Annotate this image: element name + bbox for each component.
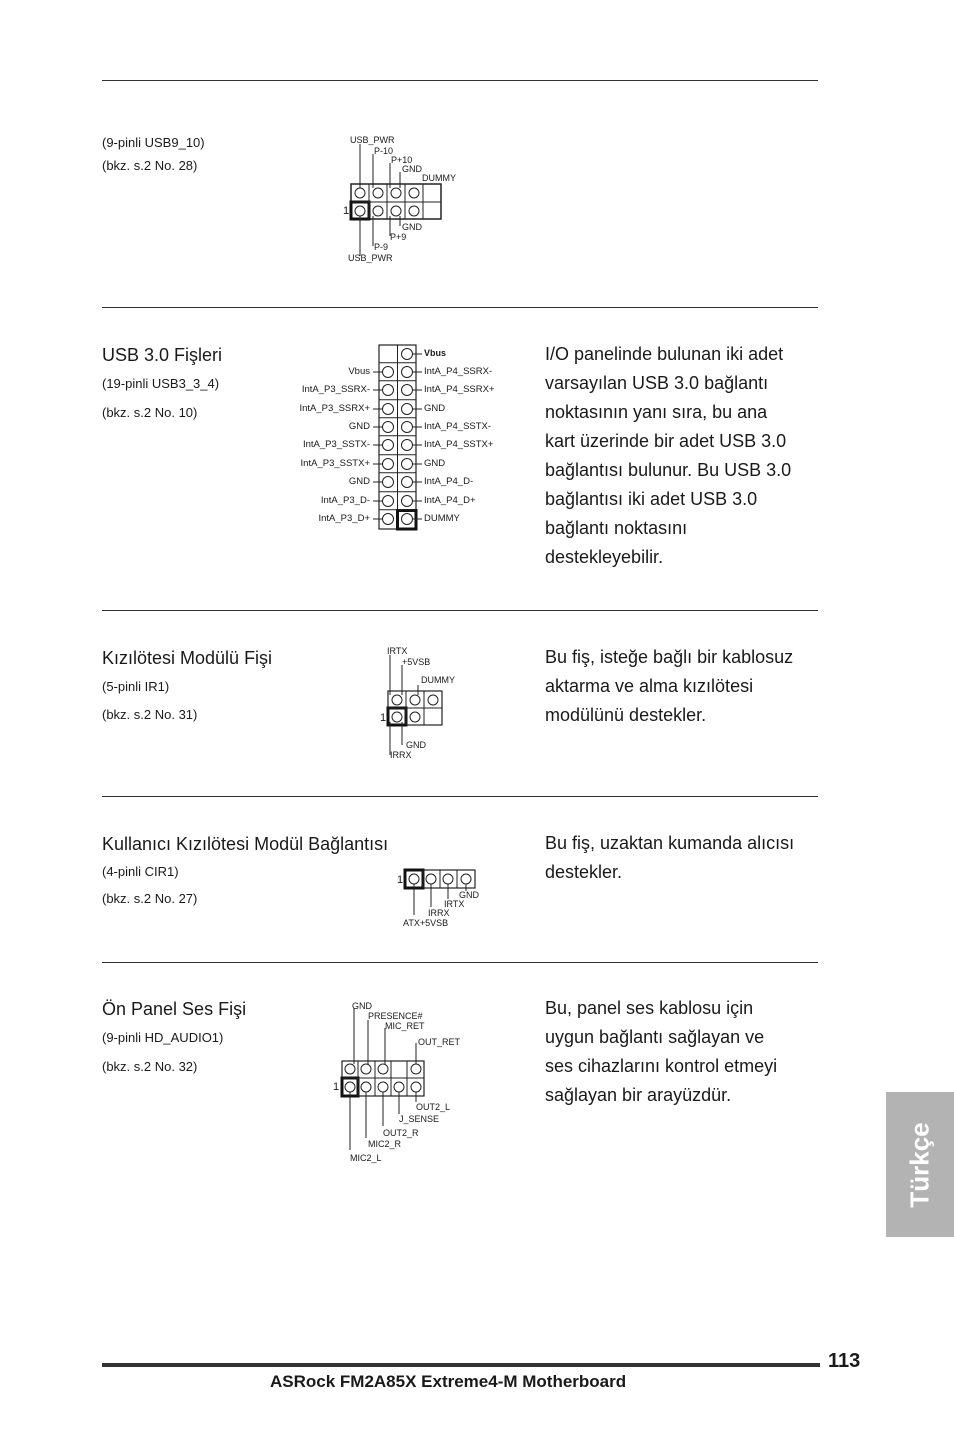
pin (383, 367, 394, 378)
pin (402, 422, 413, 433)
desc-line: aktarma ve alma kızılötesi (545, 676, 754, 696)
ir-pinout-diagram (378, 645, 478, 765)
desc-line: varsayılan USB 3.0 bağlantı (545, 373, 769, 393)
pin-label: DUMMY (424, 513, 460, 524)
cir-page-ref: (bkz. s.2 No. 27) (102, 891, 198, 906)
pin-label: IntA_P4_SSRX+ (424, 384, 495, 395)
pin-label: OUT2_L (416, 1102, 451, 1112)
pin-label: P+9 (390, 232, 407, 242)
usb3-page-ref: (bkz. s.2 No. 10) (102, 405, 198, 420)
pin-label: P-10 (374, 146, 394, 156)
section-divider (102, 80, 818, 81)
audio-pinout-diagram (330, 998, 480, 1168)
pin-label: +5VSB (402, 657, 431, 667)
pin-label: IntA_P3_D+ (318, 513, 370, 524)
pin-label: IntA_P3_SSRX+ (299, 403, 370, 414)
pin-label: GND (348, 421, 370, 432)
pin-label: IRRX (390, 750, 412, 760)
pin-label: IntA_P3_SSTX+ (300, 458, 370, 469)
pin (402, 440, 413, 451)
desc-line: destekler. (545, 862, 623, 882)
pin (383, 440, 394, 451)
pin-label: MIC2_L (350, 1153, 382, 1163)
pin-label: USB_PWR (350, 135, 395, 145)
pin-label: P-9 (374, 242, 389, 252)
pin (402, 349, 413, 360)
ir-description (545, 643, 820, 730)
pin1-marker: 1 (397, 874, 404, 886)
ir-title: Kızılötesi Modülü Fişi (102, 648, 273, 668)
desc-line: sağlayan bir arayüzdür. (545, 1085, 732, 1105)
pin (383, 477, 394, 488)
pin-label: IntA_P4_SSRX- (424, 366, 493, 377)
pin (402, 367, 413, 378)
pin-label: IntA_P3_SSRX- (301, 384, 370, 395)
pin-label: USB_PWR (348, 253, 393, 263)
usb3-pin-count: (19-pinli USB3_3_4) (102, 376, 220, 391)
pin-label: GND (406, 740, 426, 750)
usb3-pinout-diagram (270, 342, 530, 532)
pin (383, 422, 394, 433)
pin-label: DUMMY (422, 173, 456, 183)
section-divider (102, 610, 818, 611)
ir-page-ref: (bkz. s.2 No. 31) (102, 707, 198, 722)
desc-line: bağlantısı iki adet USB 3.0 (545, 489, 758, 509)
pin (383, 385, 394, 396)
section-divider (102, 307, 818, 308)
pin-label: OUT2_R (383, 1128, 419, 1138)
footer-title: ASRock FM2A85X Extreme4-M Motherboard (270, 1372, 627, 1391)
desc-line: uygun bağlantı sağlayan ve (545, 1027, 765, 1047)
audio-page-ref: (bkz. s.2 No. 32) (102, 1059, 198, 1074)
audio-pin-count: (9-pinli HD_AUDIO1) (102, 1030, 224, 1045)
pin-label: IRRX (428, 908, 450, 918)
pin-label: GND (459, 890, 479, 900)
usb9-pin-count: (9-pinli USB9_10) (102, 135, 205, 150)
pin (402, 496, 413, 507)
pin1-marker: 1 (333, 1081, 340, 1093)
pin-label: Vbus (348, 366, 370, 377)
pin-label: IntA_P4_D- (424, 476, 474, 487)
cir-pinout-diagram (395, 865, 495, 930)
usb9-pinout-diagram (340, 132, 480, 267)
pin-label: ATX+5VSB (403, 918, 449, 928)
pin-label: IntA_P3_SSTX- (302, 439, 370, 450)
pin-label: GND (352, 1001, 372, 1011)
pin (383, 514, 394, 525)
pin-label: MIC2_R (368, 1139, 402, 1149)
desc-line: Bu, panel ses kablosu için (545, 998, 754, 1018)
pin-label: Vbus (424, 348, 447, 358)
cir-pin-count: (4-pinli CIR1) (102, 864, 179, 879)
pin-label: IntA_P4_SSTX+ (424, 439, 494, 450)
pin-label: IntA_P3_D- (320, 495, 370, 506)
pin-label: P+10 (391, 155, 413, 165)
pin1-marker: 1 (343, 205, 350, 217)
pin-label: GND (348, 476, 370, 487)
cir-description (545, 829, 820, 887)
pin-label: GND (402, 222, 422, 232)
language-label: Türkçe (904, 1121, 935, 1208)
pin (402, 459, 413, 470)
pin-label: IRTX (444, 899, 465, 909)
audio-title: Ön Panel Ses Fişi (102, 999, 247, 1019)
pin-label: PRESENCE# (368, 1011, 423, 1021)
pin (402, 404, 413, 415)
pin-label: OUT_RET (418, 1037, 461, 1047)
pin-label: GND (424, 458, 446, 469)
page-number: 113 (828, 1350, 861, 1372)
desc-line: Bu fiş, uzaktan kumanda alıcısı (545, 833, 795, 853)
pin-label: IntA_P4_D+ (424, 495, 476, 506)
pin-label: J_SENSE (399, 1114, 440, 1124)
desc-line: I/O panelinde bulunan iki adet (545, 344, 784, 364)
desc-line: bağlantısı bulunur. Bu USB 3.0 (545, 460, 792, 480)
pin1-marker: 1 (380, 712, 387, 724)
language-side-tab (886, 1092, 954, 1237)
desc-line: noktasının yanı sıra, bu ana (545, 402, 768, 422)
desc-line: bağlantı noktasını (545, 518, 688, 538)
desc-line: modülünü destekler. (545, 705, 707, 725)
section-divider (102, 796, 818, 797)
cir-title: Kullanıcı Kızılötesi Modül Bağlantısı (102, 834, 389, 854)
pin (402, 514, 413, 525)
pin-label: GND (424, 403, 446, 414)
desc-line: destekleyebilir. (545, 547, 664, 567)
usb9-page-ref: (bkz. s.2 No. 28) (102, 158, 198, 173)
audio-description (545, 994, 820, 1110)
desc-line: ses cihazlarını kontrol etmeyi (545, 1056, 778, 1076)
pin-label: DUMMY (421, 675, 455, 685)
desc-line: Bu fiş, isteğe bağlı bir kablosuz (545, 647, 794, 667)
footer-rule (102, 1363, 820, 1367)
pin (402, 477, 413, 488)
pin-label: IRTX (387, 646, 408, 656)
pin-label: GND (402, 164, 422, 174)
pin (383, 496, 394, 507)
section-divider (102, 962, 818, 963)
pin-label: IntA_P4_SSTX- (424, 421, 492, 432)
pin (402, 385, 413, 396)
desc-line: kart üzerinde bir adet USB 3.0 (545, 431, 787, 451)
ir-pin-count: (5-pinli IR1) (102, 679, 170, 694)
usb3-description (545, 340, 820, 572)
pin (383, 404, 394, 415)
pin-label: MIC_RET (385, 1021, 425, 1031)
pin (383, 459, 394, 470)
usb3-title: USB 3.0 Fişleri (102, 345, 223, 365)
